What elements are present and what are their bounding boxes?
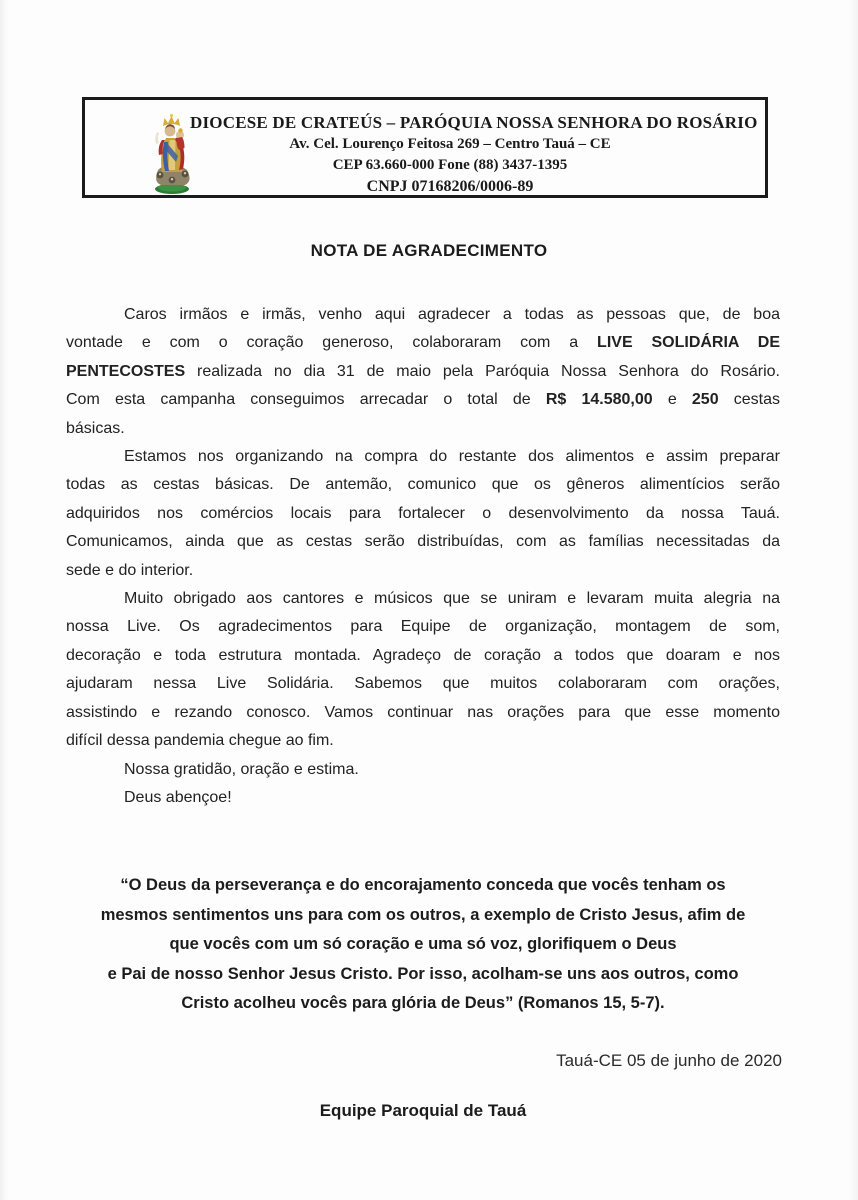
paragraph3-line4: ajudaram nessa Live Solidária. Sabemos que muitos colaboraram com orações,	[66, 675, 780, 693]
bible-quote	[66, 871, 780, 1019]
paragraph3-line1: Muito obrigado aos cantores e músicos que se uniram e levaram muita alegria na	[124, 590, 780, 608]
cep-phone-line: CEP 63.660-000 Fone (88) 3437-1395	[332, 157, 568, 173]
paragraph1-line4	[66, 386, 780, 414]
p1-l2-text: vontade e com o coração generoso, colaboraram com a	[66, 334, 598, 352]
quote-line-5: Cristo acolheu vocês para glória de Deus” (Romanos 15, 5-7).	[181, 994, 665, 1013]
paragraph1-line5: básicas.	[66, 419, 125, 437]
paragraph1-line2	[66, 329, 780, 357]
paragraph3-line5: assistindo e rezando conosco. Vamos continuar nas orações para que esse momento	[66, 703, 780, 721]
paragraph2-line2: todas as cestas básicas. De antemão, comunico que os gêneros alimentícios serão	[66, 476, 780, 494]
p1-amount-bold: R$ 14.580,00	[545, 391, 653, 409]
closing-line-blessing: Deus abençoe!	[124, 788, 232, 806]
paragraph3-line3: decoração e toda estrutura montada. Agradeço de coração a todos que doaram e nos	[66, 646, 780, 664]
quote-line-1: “O Deus da perseverança e do encorajamento conceda que vocês tenham os	[120, 876, 726, 894]
paragraph1-line3	[66, 358, 780, 386]
paragraph2-line4: Comunicamos, ainda que as cestas serão distribuídas, com as famílias necessitadas da	[66, 533, 780, 551]
paragraph2-line5: sede e do interior.	[66, 561, 194, 579]
p1-l4-text2: e	[652, 391, 692, 409]
address-line: Av. Cel. Lourenço Feitosa 269 – Centro Tauá – CE	[289, 136, 611, 152]
quote-line-2: mesmos sentimentos uns para com os outros, a exemplo de Cristo Jesus, afim de	[100, 905, 746, 924]
paragraph2-line1: Estamos nos organizando na compra do restante dos alimentos e assim preparar	[124, 448, 780, 466]
p1-campaign-bold: LIVE SOLIDÁRIA DE	[597, 334, 781, 352]
letterhead-box	[82, 97, 768, 198]
p1-l3-text: realizada no dia 31 de maio pela Paróquia Nossa Senhora do Rosário.	[185, 362, 780, 380]
document-body	[66, 301, 780, 812]
p1-campaign-bold-2: PENTECOSTES	[66, 362, 186, 380]
p1-l4-text3: cestas	[718, 391, 781, 409]
paragraph3-line2: nossa Live. Os agradecimentos para Equipe de organização, montagem de som,	[66, 618, 780, 636]
p1-baskets-bold: 250	[691, 391, 719, 409]
paragraph3-line6: difícil dessa pandemia chegue ao fim.	[66, 732, 334, 750]
date-line: Tauá-CE 05 de junho de 2020	[556, 1051, 782, 1070]
closing-line-gratitude: Nossa gratidão, oração e estima.	[124, 760, 359, 778]
cnpj-line: CNPJ 07168206/0006-89	[366, 178, 534, 195]
organization-name: DIOCESE DE CRATEÚS – PARÓQUIA NOSSA SENHORA DO ROSÁRIO	[190, 113, 758, 132]
p1-l4-text: Com esta campanha conseguimos arrecadar o total de	[66, 391, 546, 409]
paragraph1-line1: Caros irmãos e irmãs, venho aqui agradecer a todas as pessoas que, de boa	[124, 306, 780, 323]
document-title: NOTA DE AGRADECIMENTO	[310, 241, 548, 260]
quote-line-3: que vocês com um só coração e uma só voz, glorifiquem o Deus	[169, 935, 677, 954]
signature-line: Equipe Paroquial de Tauá	[319, 1101, 527, 1120]
quote-line-4: e Pai de nosso Senhor Jesus Cristo. Por isso, acolham-se uns aos outros, como	[107, 964, 739, 983]
paragraph2-line3: adquiridos nos comércios locais para fortalecer o desenvolvimento da nossa Tauá.	[66, 504, 780, 522]
letterhead-text	[190, 111, 758, 197]
